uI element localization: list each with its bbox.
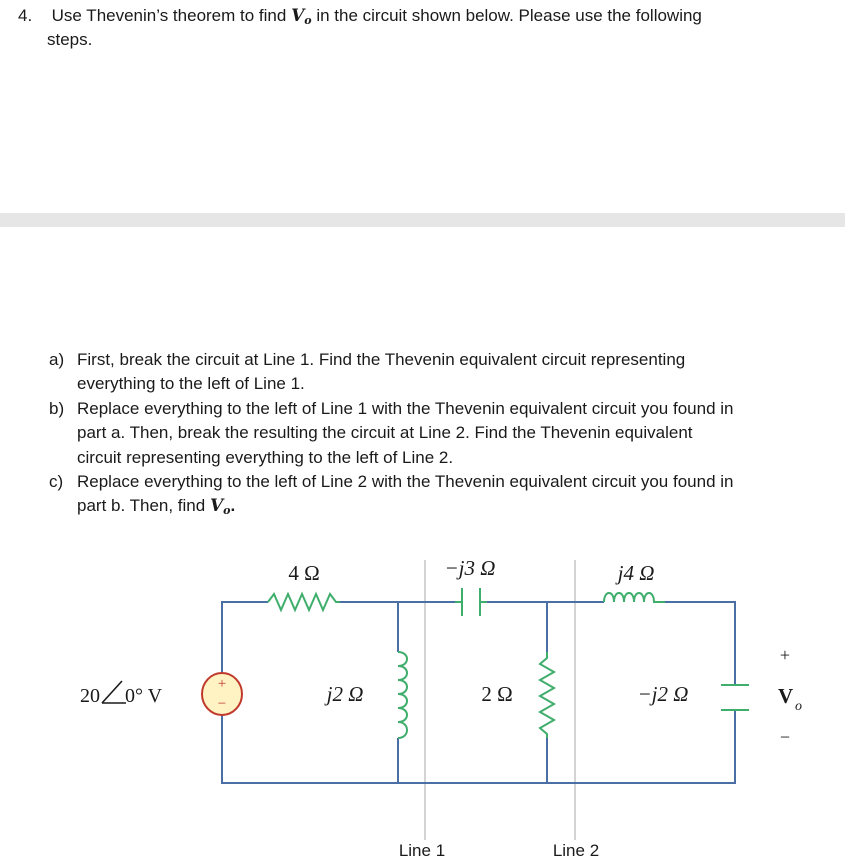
line-1-label: Line 1 (398, 841, 446, 860)
source-plus: + (217, 676, 227, 692)
r2-label: 2 Ω (481, 682, 513, 706)
c2-capacitor (721, 685, 749, 710)
source-magnitude: 20 (80, 685, 100, 707)
question-text-pre: Use Thevenin’s theorem to find (51, 6, 292, 25)
r1-resistor (268, 594, 340, 610)
item-b-line-1: Replace everything to the left of Line 1 with the Thevenin equivalent circuit you found in (77, 399, 734, 418)
vo-symbol-c: Vo (209, 496, 231, 517)
page-divider (0, 213, 845, 227)
r2-resistor (540, 652, 554, 738)
question-line-1 (18, 4, 702, 33)
source-angle: 0° V (125, 685, 163, 707)
question-line-2: steps. (47, 30, 93, 49)
question-number: 4. (18, 6, 33, 25)
c1-label: −j3 Ω (444, 556, 496, 580)
r1-label: 4 Ω (288, 561, 320, 585)
item-b-label: b) (49, 399, 65, 418)
source-minus: − (217, 696, 227, 712)
circuit-diagram (0, 530, 845, 864)
line-2-label: Line 2 (552, 841, 600, 860)
item-b-line-3: circuit representing everything to the left of Line 2. (77, 448, 454, 467)
item-c-label: c) (49, 472, 64, 491)
item-a-line-2: everything to the left of Line 1. (77, 374, 305, 393)
l2-label: j4 Ω (617, 561, 655, 585)
l1-label: j2 Ω (326, 682, 364, 706)
vo-label: V (778, 684, 794, 708)
item-c-line-1: Replace everything to the left of Line 2 with the Thevenin equivalent circuit you found in (77, 472, 734, 491)
item-a-line-1: First, break the circuit at Line 1. Find the Thevenin equivalent circuit representing (77, 350, 686, 369)
vo-symbol: Vo (291, 6, 312, 27)
vo-subscript: o (795, 699, 802, 714)
c1-capacitor (455, 588, 487, 616)
question-text-post: in the circuit shown below. Please use the following (311, 6, 702, 25)
vo-minus: − (779, 727, 791, 747)
vo-plus: + (779, 645, 791, 665)
angle-symbol (102, 681, 126, 703)
l1-inductor (398, 652, 407, 738)
l2-inductor (604, 593, 665, 602)
item-b-line-2: part a. Then, break the resulting the circuit at Line 2. Find the Thevenin equivalent (77, 423, 693, 442)
item-a-label: a) (49, 350, 65, 369)
item-c-line-2: part b. Then, find Vo. (77, 496, 236, 517)
c2-label: −j2 Ω (637, 682, 689, 706)
